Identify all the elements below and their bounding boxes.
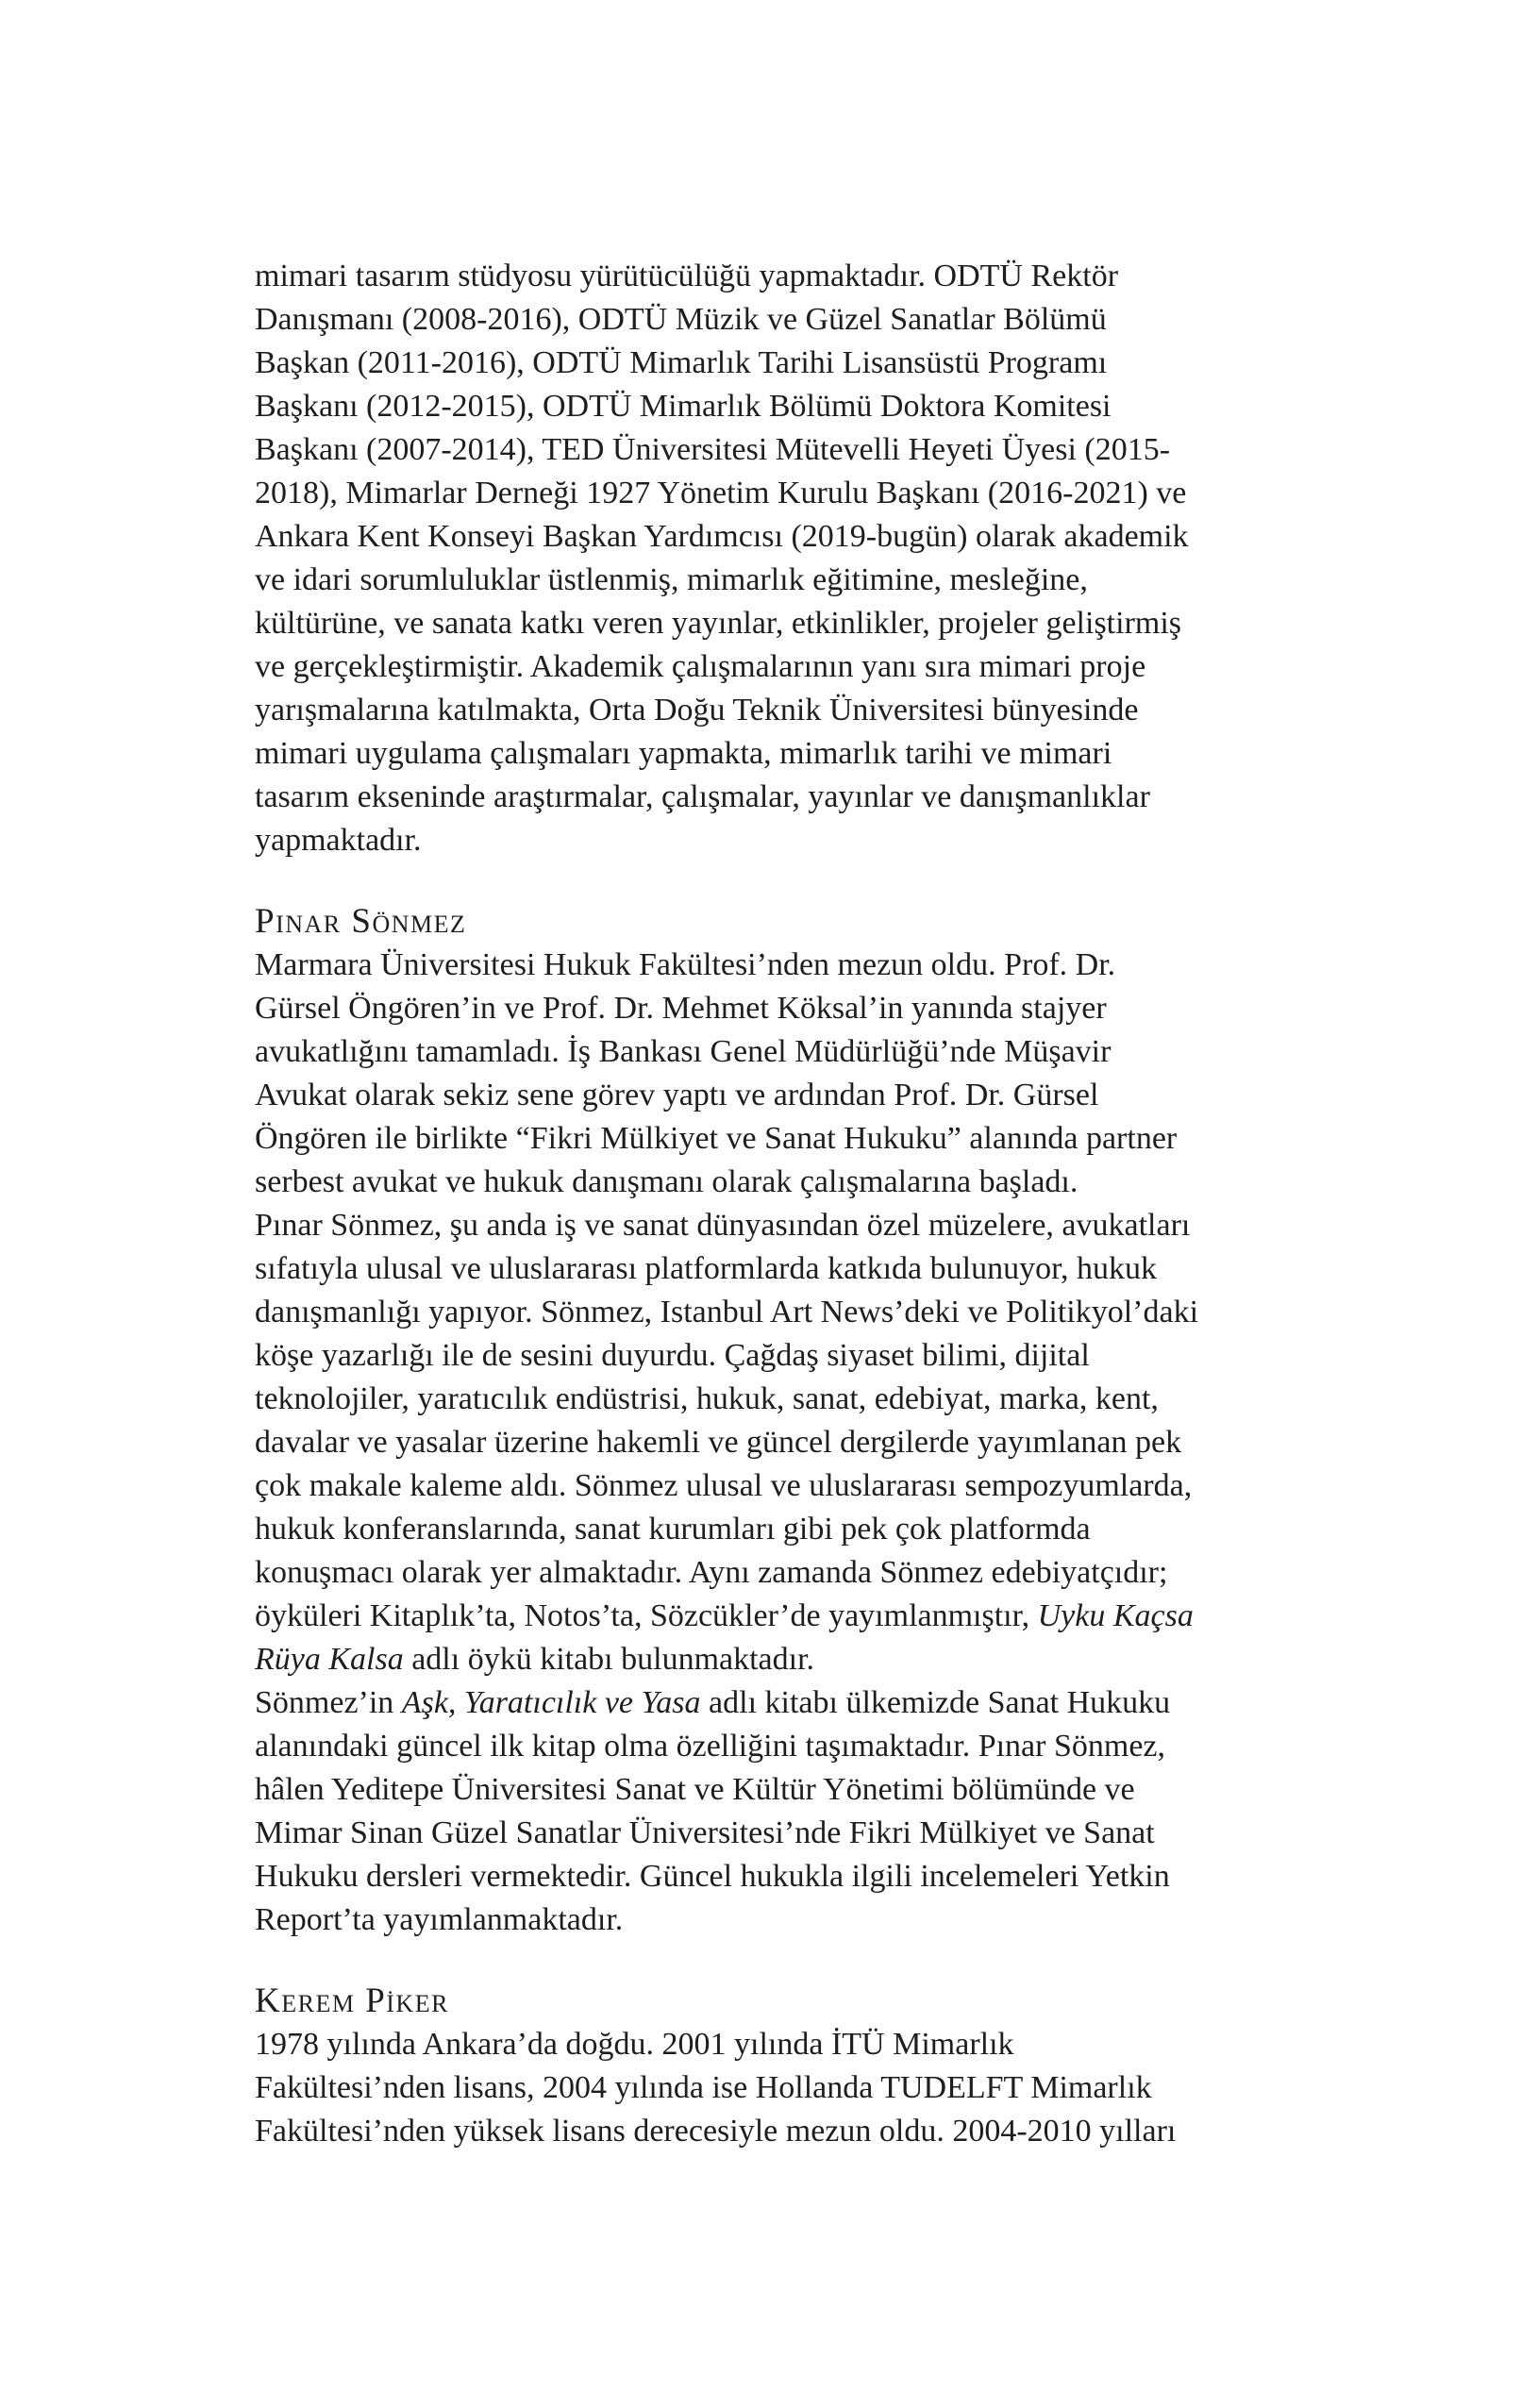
- text-line: [255, 298, 1340, 342]
- text-line: [255, 342, 1340, 385]
- text-line: [255, 732, 1340, 776]
- text-line: [255, 1464, 1340, 1508]
- text-line: [255, 559, 1340, 602]
- text-segment: danışmanlığı yapıyor. Sönmez, Istanbul Art News’deki ve Politikyol’daki: [255, 1295, 1199, 1329]
- text-line: [255, 1161, 1340, 1204]
- text-segment: Başkanı (2007-2014), TED Üniversitesi Mütevelli Heyeti Üyesi (2015-: [255, 432, 1171, 467]
- text-segment: ve idari sorumluluklar üstlenmiş, mimarlık eğitimine, mesleğine,: [255, 562, 1088, 597]
- text-segment: 1978 yılında Ankara’da doğdu. 2001 yılında İTÜ Mimarlık: [255, 2027, 1014, 2062]
- section-gap: [255, 1942, 1340, 1980]
- text-line: [255, 1725, 1340, 1768]
- text-segment: Danışmanı (2008-2016), ODTÜ Müzik ve Güzel Sanatlar Bölümü: [255, 302, 1107, 337]
- text-segment: Mimar Sinan Güzel Sanatlar Üniversitesi’nde Fikri Mülkiyet ve Sanat: [255, 1815, 1155, 1850]
- text-segment: tasarım ekseninde araştırmalar, çalışmalar, yayınlar ve danışmanlıklar: [255, 779, 1150, 814]
- text-segment: konuşmacı olarak yer almaktadır. Aynı zamanda Sönmez edebiyatçıdır;: [255, 1555, 1168, 1590]
- text-line: [255, 1768, 1340, 1812]
- text-segment: Pınar Sönmez, şu anda iş ve sanat dünyasından özel müzelere, avukatları: [255, 1208, 1191, 1243]
- text-segment: Report’ta yayımlanmaktadır.: [255, 1902, 624, 1937]
- paragraph-bio-continuation: [255, 255, 1340, 862]
- text-line: [255, 255, 1340, 298]
- text-segment: yapmaktadır.: [255, 823, 422, 858]
- text-line: [255, 1378, 1340, 1421]
- text-segment: Öngören ile birlikte “Fikri Mülkiyet ve Sanat Hukuku” alanında partner: [255, 1121, 1178, 1156]
- text-segment: Hukuku dersleri vermektedir. Güncel hukukla ilgili incelemeleri Yetkin: [255, 1859, 1170, 1894]
- book-title-italic: Rüya Kalsa: [255, 1642, 404, 1677]
- text-segment: kültürüne, ve sanata katkı veren yayınlar, etkinlikler, projeler geliştirmiş: [255, 606, 1182, 641]
- text-line: [255, 1551, 1340, 1595]
- text-segment: serbest avukat ve hukuk danışmanı olarak çalışmalarına başladı.: [255, 1164, 1078, 1199]
- text-line: [255, 689, 1340, 732]
- text-line: [255, 1074, 1340, 1117]
- text-line: [255, 472, 1340, 515]
- text-line: [255, 602, 1340, 645]
- text-segment: Gürsel Öngören’in ve Prof. Dr. Mehmet Köksal’in yanında stajyer: [255, 991, 1107, 1026]
- heading-pinar-sonmez: Pınar Sönmez: [255, 902, 467, 941]
- text-line: [255, 944, 1340, 987]
- text-segment: davalar ve yasalar üzerine hakemli ve güncel dergilerde yayımlanan pek: [255, 1425, 1182, 1460]
- text-segment: mimari tasarım stüdyosu yürütücülüğü yapmaktadır. ODTÜ Rektör: [255, 259, 1119, 293]
- text-line: [255, 515, 1340, 559]
- text-segment: Ankara Kent Konseyi Başkan Yardımcısı (2019-bugün) olarak akademik: [255, 519, 1189, 554]
- text-segment: Avukat olarak sekiz sene görev yaptı ve ardından Prof. Dr. Gürsel: [255, 1078, 1099, 1112]
- text-line: [255, 2110, 1340, 2153]
- text-segment: hukuk konferanslarında, sanat kurumları gibi pek çok platformda: [255, 1512, 1091, 1547]
- text-segment: Sönmez’in: [255, 1685, 402, 1720]
- paragraph-kerem-piker-bio: [255, 2023, 1340, 2153]
- text-line: [255, 428, 1340, 472]
- text-segment: Marmara Üniversitesi Hukuk Fakültesi’nden mezun oldu. Prof. Dr.: [255, 947, 1116, 982]
- text-line: [255, 1030, 1340, 1074]
- text-segment: sıfatıyla ulusal ve uluslararası platformlarda katkıda bulunuyor, hukuk: [255, 1251, 1158, 1286]
- text-segment: 2018), Mimarlar Derneği 1927 Yönetim Kurulu Başkanı (2016-2021) ve: [255, 476, 1187, 510]
- text-segment: adlı öykü kitabı bulunmaktadır.: [403, 1642, 815, 1677]
- text-line: [255, 1638, 1340, 1681]
- text-segment: hâlen Yeditepe Üniversitesi Sanat ve Kültür Yönetimi bölümünde ve: [255, 1772, 1135, 1807]
- text-segment: Fakültesi’nden lisans, 2004 yılında ise Hollanda TUDELFT Mimarlık: [255, 2070, 1152, 2105]
- text-segment: Fakültesi’nden yüksek lisans derecesiyle mezun oldu. 2004-2010 yılları: [255, 2114, 1177, 2149]
- text-segment: yarışmalarına katılmakta, Orta Doğu Teknik Üniversitesi bünyesinde: [255, 693, 1139, 727]
- paragraph-pinar-sonmez-bio: [255, 944, 1340, 1942]
- text-segment: Başkanı (2012-2015), ODTÜ Mimarlık Bölümü Doktora Komitesi: [255, 389, 1112, 424]
- text-segment: öyküleri Kitaplık’ta, Notos’ta, Sözcükler’de yayımlanmıştır,: [255, 1598, 1038, 1633]
- text-line: [255, 819, 1340, 862]
- text-line: [255, 1334, 1340, 1378]
- book-title-italic: Aşk, Yaratıcılık ve Yasa: [401, 1685, 701, 1720]
- text-segment: avukatlığını tamamladı. İş Bankası Genel Müdürlüğü’nde Müşavir: [255, 1034, 1112, 1069]
- text-line: [255, 1595, 1340, 1638]
- text-segment: alanındaki güncel ilk kitap olma özelliğini taşımaktadır. Pınar Sönmez,: [255, 1729, 1165, 1764]
- text-line: [255, 1291, 1340, 1334]
- text-line: [255, 1117, 1340, 1161]
- text-line: [255, 1855, 1340, 1898]
- text-line: [255, 2023, 1340, 2066]
- heading-kerem-piker: Kerem Piker: [255, 1982, 449, 2020]
- text-line: [255, 1421, 1340, 1464]
- text-line: [255, 385, 1340, 428]
- text-line: [255, 1204, 1340, 1247]
- text-line: [255, 645, 1340, 689]
- text-segment: Başkan (2011-2016), ODTÜ Mimarlık Tarihi Lisansüstü Programı: [255, 345, 1108, 380]
- text-line: [255, 1508, 1340, 1551]
- text-line: [255, 2066, 1340, 2110]
- text-line: [255, 1812, 1340, 1855]
- text-segment: teknolojiler, yaratıcılık endüstrisi, hukuk, sanat, edebiyat, marka, kent,: [255, 1381, 1159, 1416]
- book-title-italic: Uyku Kaçsa: [1037, 1598, 1194, 1633]
- text-line: [255, 987, 1340, 1030]
- text-line: [255, 776, 1340, 819]
- text-column: [255, 255, 1340, 2153]
- text-line: [255, 1247, 1340, 1291]
- text-segment: mimari uygulama çalışmaları yapmakta, mimarlık tarihi ve mimari: [255, 736, 1112, 771]
- text-line: [255, 1898, 1340, 1942]
- text-line: [255, 1681, 1340, 1725]
- section-gap: [255, 862, 1340, 900]
- text-segment: köşe yazarlığı ile de sesini duyurdu. Çağdaş siyaset bilimi, dijital: [255, 1338, 1090, 1373]
- text-segment: çok makale kaleme aldı. Sönmez ulusal ve uluslararası sempozyumlarda,: [255, 1468, 1193, 1503]
- text-segment: ve gerçekleştirmiştir. Akademik çalışmalarının yanı sıra mimari proje: [255, 649, 1146, 684]
- text-segment: adlı kitabı ülkemizde Sanat Hukuku: [700, 1685, 1171, 1720]
